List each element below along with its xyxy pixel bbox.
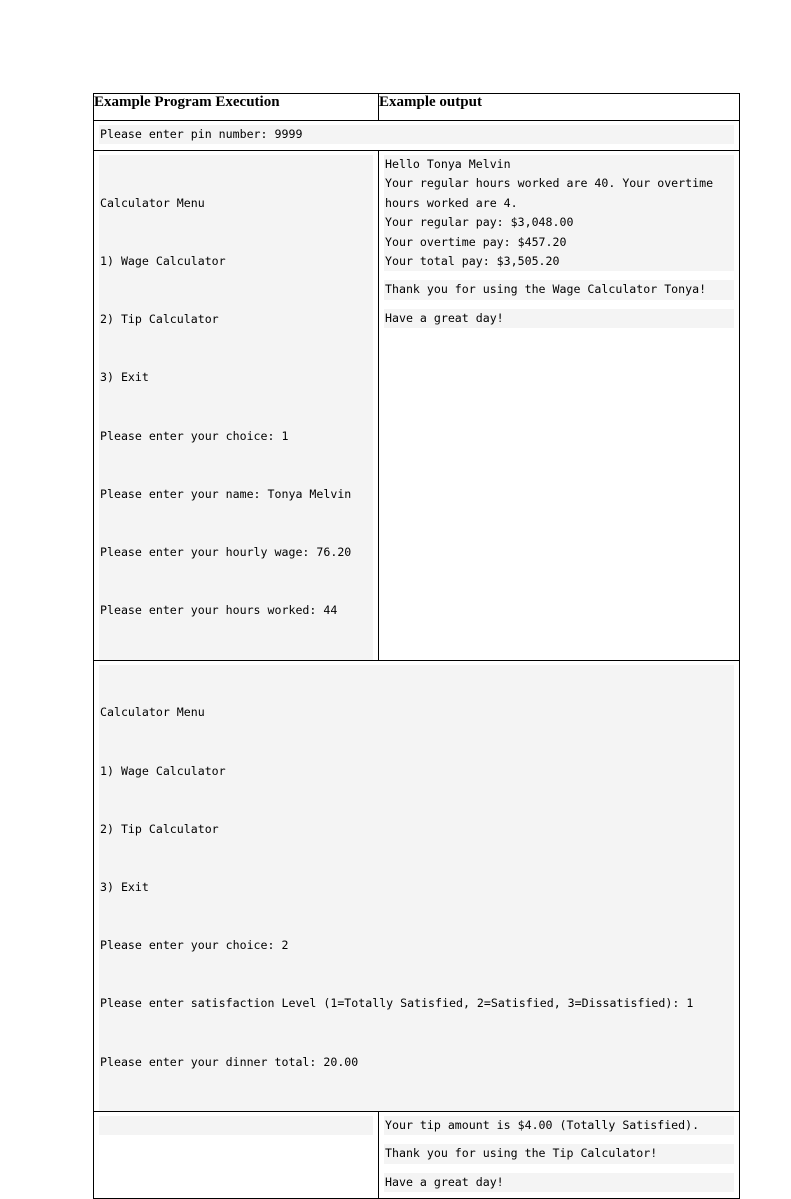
tip-input-row bbox=[94, 660, 740, 1111]
menu-title: Calculator Menu bbox=[100, 195, 205, 210]
dinner-total-prompt: Please enter your dinner total: 20.00 bbox=[100, 1054, 359, 1069]
name-prompt: Please enter your name: Tonya Melvin bbox=[100, 486, 352, 501]
tip-thanks-line: Thank you for using the Tip Calculator! bbox=[385, 1146, 658, 1161]
regular-pay-line: Your regular pay: $3,048.00 bbox=[385, 215, 574, 230]
pin-prompt: Please enter pin number: 9999 bbox=[99, 125, 734, 144]
example-table bbox=[93, 93, 740, 1199]
menu-option-exit: 3) Exit bbox=[100, 370, 149, 385]
wage-input-block bbox=[99, 155, 373, 660]
tip-goodbye-line: Have a great day! bbox=[385, 1174, 504, 1189]
tip-amount-line: Your tip amount is $4.00 (Totally Satisfied). bbox=[385, 1117, 700, 1132]
menu-option-tip: 2) Tip Calculator bbox=[100, 821, 219, 836]
wage-output-cell bbox=[379, 151, 740, 661]
spacer bbox=[384, 300, 734, 309]
menu-option-exit: 3) Exit bbox=[100, 880, 149, 895]
choice-prompt: Please enter your choice: 1 bbox=[100, 428, 289, 443]
wage-thanks-line: Thank you for using the Wage Calculator Tonya! bbox=[385, 282, 707, 297]
header-program-execution: Example Program Execution bbox=[94, 94, 379, 121]
menu-option-tip: 2) Tip Calculator bbox=[100, 312, 219, 327]
spacer bbox=[384, 1135, 734, 1144]
hours-worked-prompt: Please enter your hours worked: 44 bbox=[100, 603, 338, 618]
hours-line: Your regular hours worked are 40. Your overtime hours worked are 4. bbox=[385, 176, 714, 210]
menu-option-wage: 1) Wage Calculator bbox=[100, 254, 226, 269]
tip-input-block bbox=[99, 665, 734, 1111]
total-pay-line: Your total pay: $3,505.20 bbox=[385, 254, 560, 269]
greeting-line: Hello Tonya Melvin bbox=[385, 157, 511, 171]
pin-row bbox=[94, 121, 740, 151]
menu-option-wage: 1) Wage Calculator bbox=[100, 763, 226, 778]
overtime-pay-line: Your overtime pay: $457.20 bbox=[385, 234, 567, 249]
spacer bbox=[384, 271, 734, 280]
empty-block bbox=[99, 1116, 373, 1135]
spacer bbox=[384, 1164, 734, 1173]
wage-output-block bbox=[384, 155, 734, 328]
menu-title: Calculator Menu bbox=[100, 705, 205, 720]
wage-input-cell bbox=[94, 151, 379, 661]
wage-goodbye-line: Have a great day! bbox=[385, 310, 504, 325]
tip-output-block bbox=[384, 1116, 734, 1192]
hourly-wage-prompt: Please enter your hourly wage: 76.20 bbox=[100, 545, 352, 560]
header-example-output: Example output bbox=[379, 94, 740, 121]
tip-empty-cell bbox=[94, 1111, 379, 1198]
satisfaction-prompt: Please enter satisfaction Level (1=Totally Satisfied, 2=Satisfied, 3=Dissatisfied): 1 bbox=[100, 996, 694, 1011]
tip-output-cell bbox=[379, 1111, 740, 1198]
choice-prompt: Please enter your choice: 2 bbox=[100, 938, 289, 953]
